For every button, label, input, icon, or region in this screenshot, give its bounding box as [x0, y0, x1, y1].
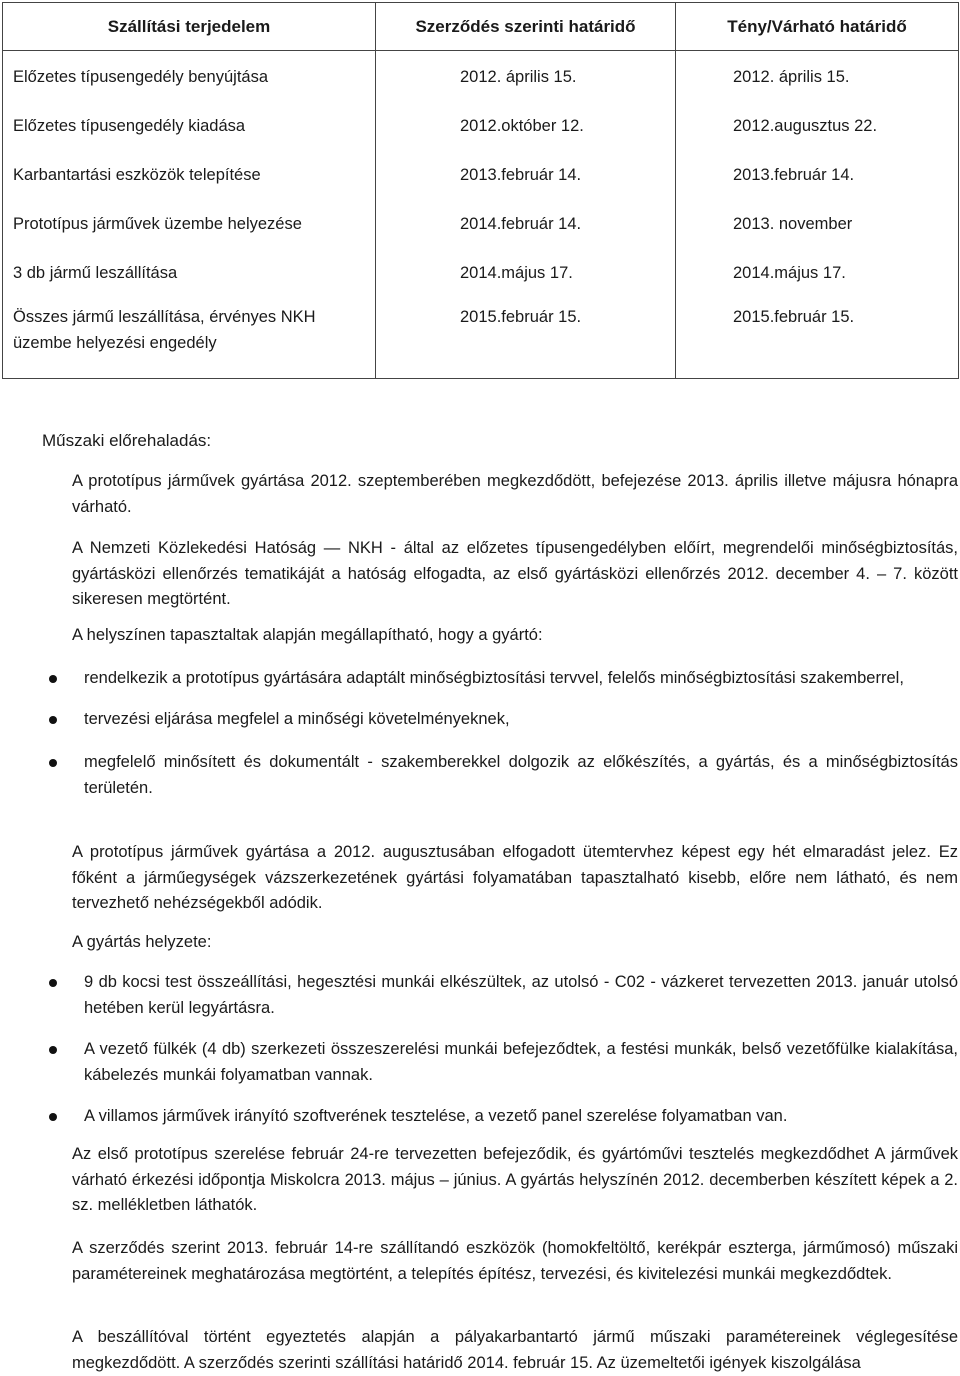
bullet-icon — [49, 1046, 57, 1054]
bullet-list — [42, 970, 958, 1130]
list-item-text: rendelkezik a prototípus gyártására adaptált minőségbiztosítási tervvel, felelős minőségbiztosítási szakemberrel, — [84, 669, 904, 687]
paragraph: A prototípus járművek gyártása 2012. szeptemberében megkezdődött, befejezése 2013. április illetve májusra hónapra várható. — [72, 472, 958, 516]
schedule-table — [2, 2, 959, 379]
list-item — [42, 666, 958, 692]
table-row — [3, 249, 959, 298]
actual-date-cell: 2012.augusztus 22. — [676, 102, 959, 151]
paragraph: A Nemzeti Közlekedési Hatóság — NKH - által az előzetes típusengedélyben előírt, megrendelői minőségbiztosítás, gyártásközi ellenőrzés tematikáját a hatóság elfogadta, az első gyártásközi ellenőrzés 2012. december 4. – 7. között sikeresen megtörtént. — [72, 539, 958, 608]
table-header-row — [3, 3, 959, 51]
item-cell: Összes jármű leszállítása, érvényes NKH üzembe helyezési engedély — [3, 298, 376, 379]
contract-date-cell: 2014.május 17. — [376, 249, 676, 298]
list-item — [42, 1037, 958, 1088]
paragraph: A prototípus járművek gyártása a 2012. augusztusában elfogadott ütemtervhez képest egy hét elmaradást jelez. Ez főként a járműegységek vázszerkezetének gyártási folyamatában tapasztalható kisebb, előre nem látható, és nem tervezhető nehézségekből adódik. — [72, 843, 958, 912]
paragraph: Az első prototípus szerelése február 24-re tervezetten befejeződik, és gyártóművi tesztelés megkezdődhet A járművek várható érkezési időpontja Miskolcra 2013. május – június. A gyártás helyszínén 2012. decemberben készített képek a 2. sz. mellékletben láthatók. — [72, 1145, 958, 1214]
paragraph: A beszállítóval történt egyeztetés alapján a pályakarbantartó jármű műszaki paramétereinek véglegesítése megkezdődött. A szerződés szerinti szállítási határidő 2014. február 15. Az üzemeltetői igények kiszolgálása — [72, 1328, 958, 1372]
bullet-icon — [49, 716, 57, 724]
list-item-text: 9 db kocsi test összeállítási, hegesztési munkái elkészültek, az utolsó - C02 - vázkeret tervezetten 2013. január utolsó hetében kerül legyártásra. — [84, 973, 958, 1017]
table-row — [3, 200, 959, 249]
contract-date-cell: 2013.február 14. — [376, 151, 676, 200]
list-item-text: megfelelő minősített és dokumentált - szakemberekkel dolgozik az előkészítés, a gyártás, és a minőségbiztosítás területén. — [84, 753, 958, 797]
item-cell: Előzetes típusengedély kiadása — [3, 102, 376, 151]
header-scope: Szállítási terjedelem — [3, 3, 376, 51]
bullet-list — [42, 666, 958, 801]
section-heading: Műszaki előrehaladás: — [42, 431, 212, 450]
list-item-text: A vezető fülkék (4 db) szerkezeti összeszerelési munkái befejeződtek, a festési munkák, belső vezetőfülke kialakítása, kábelezés munkái folyamatban vannak. — [84, 1040, 958, 1084]
item-cell: 3 db jármű leszállítása — [3, 249, 376, 298]
paragraph: A szerződés szerint 2013. február 14-re szállítandó eszközök (homokfeltöltő, kerékpár eszterga, járműmosó) műszaki paramétereinek meghatározása megtörtént, a telepítés építész, tervezési, és kivitelezési munkái megkezdődtek. — [72, 1239, 958, 1283]
item-cell: Prototípus járművek üzembe helyezése — [3, 200, 376, 249]
list-item — [42, 707, 958, 733]
list-item-text: A villamos járművek irányító szoftverének tesztelése, a vezető panel szerelése folyamatban van. — [84, 1107, 788, 1125]
table-row — [3, 102, 959, 151]
actual-date-cell: 2013. november — [676, 200, 959, 249]
paragraph: A gyártás helyzete: — [72, 933, 212, 951]
contract-date-cell: 2014.február 14. — [376, 200, 676, 249]
bullet-icon — [49, 979, 57, 987]
bullet-icon — [49, 1113, 57, 1121]
list-item — [42, 750, 958, 801]
table-row — [3, 51, 959, 103]
actual-date-cell: 2014.május 17. — [676, 249, 959, 298]
contract-date-cell: 2015.február 15. — [376, 298, 676, 379]
actual-date-cell: 2012. április 15. — [676, 51, 959, 103]
bullet-icon — [49, 675, 57, 683]
actual-date-cell: 2015.február 15. — [676, 298, 959, 379]
bullet-icon — [49, 759, 57, 767]
list-item-text: tervezési eljárása megfelel a minőségi követelményeknek, — [84, 709, 510, 728]
paragraph: A helyszínen tapasztaltak alapján megállapítható, hogy a gyártó: — [72, 626, 543, 644]
table-row — [3, 298, 959, 379]
header-contract-deadline: Szerződés szerinti határidő — [376, 3, 676, 51]
header-actual-deadline: Tény/Várható határidő — [676, 3, 959, 51]
contract-date-cell: 2012. április 15. — [376, 51, 676, 103]
contract-date-cell: 2012.október 12. — [376, 102, 676, 151]
table-row — [3, 151, 959, 200]
item-cell: Karbantartási eszközök telepítése — [3, 151, 376, 200]
item-cell: Előzetes típusengedély benyújtása — [3, 51, 376, 103]
list-item — [42, 1104, 958, 1130]
actual-date-cell: 2013.február 14. — [676, 151, 959, 200]
list-item — [42, 970, 958, 1021]
